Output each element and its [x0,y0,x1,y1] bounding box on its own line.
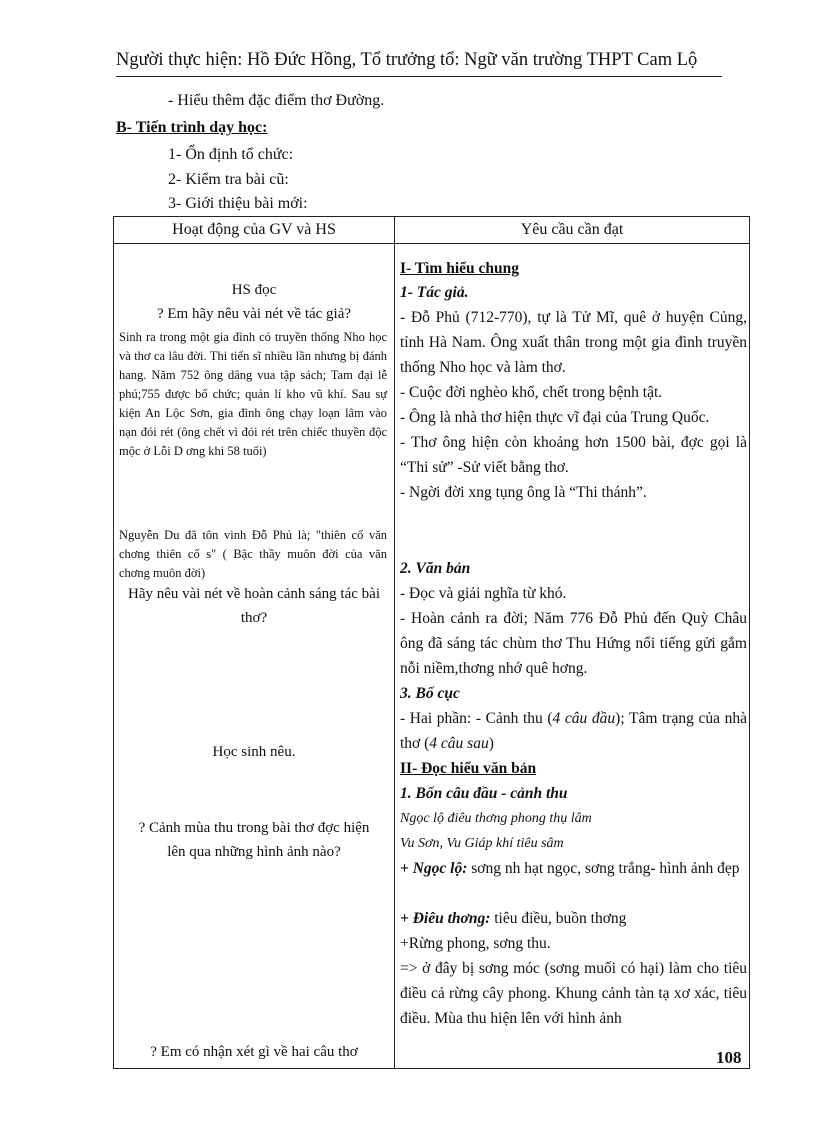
note-dieu-thuong [400,906,747,931]
layout-part-2: 4 câu đầu [552,710,616,727]
layout-part-5: ) [488,735,494,752]
header-requirements: Yêu cầu cần đạt [395,217,750,244]
question-remark: ? Em có nhận xét gì về hai câu thơ [150,1044,358,1060]
question-author: ? Em hãy nêu vài nét về tác giả? [156,306,352,322]
note-rung-phong: +Rừng phong, sơng thu. [400,935,551,952]
layout-part-1: - Hai phần: - Cảnh thu ( [400,710,553,727]
note-conclusion: => ở đây bị sơng móc (sơng muối có hại) làm cho tiêu điều cả rừng cây phong. Khung cảnh tàn tạ xơ xác, tiêu điều. Mùa thu hiện lên với hình ảnh [400,960,747,1027]
step-1: 1- Ổn định tổ chức: [168,146,294,163]
question-context: Hãy nêu vài nét về hoàn cảnh sáng tác bài thơ? [128,586,380,626]
layout-part-3: ); Tâm trạng của nhà thơ ( [400,710,747,752]
objective-line: - Hiểu thêm đặc điểm thơ Đường. [168,92,385,109]
poem-line-2: Vu Sơn, Vu Giáp khí tiêu sâm [400,836,564,851]
left-column [114,244,395,1069]
section-b-heading: B- Tiến trình dạy học: [116,119,268,136]
hs-doc: HS đọc [231,282,277,298]
author-para-5: - Ngời đời xng tụng ông là “Thi thánh”. [400,484,647,501]
author-para-2: - Cuộc đời nghèo khổ, chết trong bệnh tật. [400,384,663,401]
author-biography: Sinh ra trong một gia đình có truyền thống Nho học và thơ ca lâu đời. Thi tiến sĩ nhiều lần nhưng bị đánh hang. Năm 752 ông dâng vua tập sách; Tam đại lễ phú;755 được bổ chức; quản lí kho vũ khí. Sau sự kiện An Lộc Sơn, gia đình ông chạy loạn lâm vào nạn đói rét (ông chết vì đói rét trên chiếc thuyền độc mộc ở Lỗi D ơng khi 58 tuổi) [119,330,387,458]
step-3: 3- Giới thiệu bài mới: [168,195,308,212]
poem-line-1: Ngọc lộ điêu thơng phong thụ lâm [400,811,592,826]
table-body-row [114,244,750,1069]
student-answer: Học sinh nêu. [212,744,296,760]
nguyen-du-tribute: Nguyễn Du đã tôn vinh Đỗ Phủ là; "thiên cổ văn chơng thiên cổ s" ( Bậc thầy muôn đời của văn chơng muôn đời) [119,528,387,580]
table-header-row [114,217,750,244]
lesson-table [113,216,750,1069]
author-para-3: - Ông là nhà thơ hiện thực vĩ đại của Trung Quốc. [400,409,710,426]
section-1-heading: I- Tìm hiểu chung [400,260,520,277]
page-header: Người thực hiện: Hồ Đức Hồng, Tổ trưởng tổ: Ngữ văn trường THPT Cam Lộ [116,50,722,77]
note-dieu-thuong-label: + Điêu thơng: [400,910,491,927]
subsection-text: 2. Văn bản [400,560,471,577]
note-ngoc-lo [400,856,747,881]
note-ngoc-lo-text: sơng nh hạt ngọc, sơng trắng- hình ảnh đẹp [467,860,740,877]
step-2: 2- Kiểm tra bài cũ: [168,171,289,188]
right-column [395,244,750,1069]
question-scenery: ? Cảnh mùa thu trong bài thơ đợc hiện lên qua những hình ảnh nào? [138,820,370,860]
text-para-2: - Hoàn cảnh ra đời; Năm 776 Đỗ Phủ đến Quỳ Châu ông đã sáng tác chùm thơ Thu Hứng nổi tiếng gửi gắm nỗi niềm,thơng nhớ quê hơng. [400,610,747,677]
layout-para [400,706,747,756]
subsection-author: 1- Tác giả. [400,284,469,301]
author-para-1: - Đỗ Phủ (712-770), tự là Tử Mĩ, quê ở huyện Củng, tỉnh Hà Nam. Ông xuất thân trong một gia đình truyền thống Nho học và làm thơ. [400,309,747,376]
page-number: 108 [716,1048,742,1067]
layout-part-4: 4 câu sau [429,735,489,752]
subsection-layout: 3. Bố cục [400,685,460,702]
author-para-4: - Thơ ông hiện còn khoảng hơn 1500 bài, đợc gọi là “Thi sử” -Sử viết bằng thơ. [400,434,747,476]
note-ngoc-lo-label: + Ngọc lộ: [400,860,468,877]
text-para-1: - Đọc và giải nghĩa từ khó. [400,585,567,602]
header-activity: Hoạt động của GV và HS [114,217,395,244]
section-2-heading: II- Đọc hiểu văn bản [400,760,537,777]
subsection-four-lines: 1. Bốn câu đầu - cảnh thu [400,785,568,802]
note-dieu-thuong-text: tiêu điều, buồn thơng [490,910,627,927]
